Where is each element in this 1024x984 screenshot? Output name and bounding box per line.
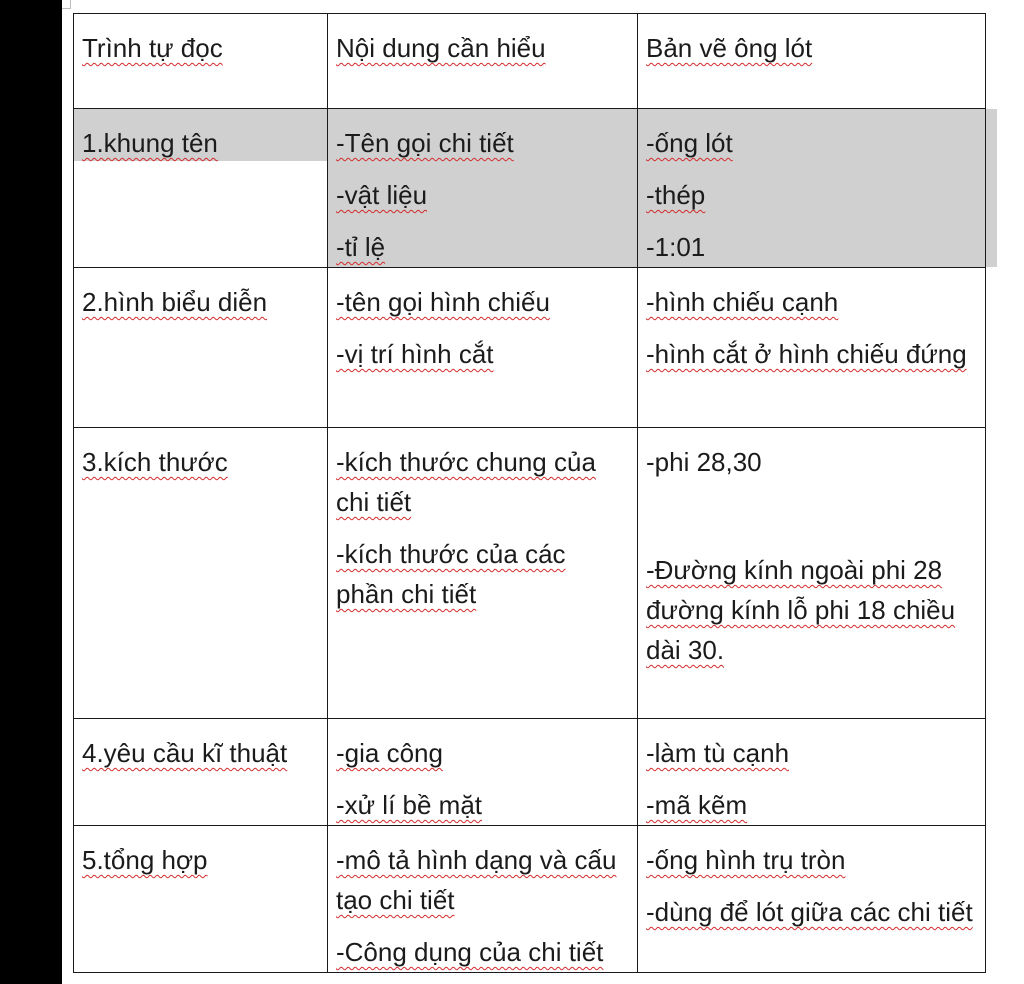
table-row (74, 719, 986, 826)
content-cell[interactable] (328, 109, 638, 268)
content-cell[interactable] (328, 826, 638, 973)
drawing-cell[interactable] (638, 428, 986, 719)
content-item: -vật liệu (336, 180, 428, 210)
step-label: 5.tổng hợp (82, 845, 208, 875)
step-label: 3.kích thước (82, 447, 228, 477)
drawing-cell[interactable] (638, 268, 986, 428)
drawing-cell[interactable] (638, 719, 986, 826)
step-label: 2.hình biểu diễn (82, 287, 268, 317)
header-drawing: Bản vẽ ông lót (646, 33, 813, 63)
header-content: Nội dung cần hiểu (336, 33, 546, 63)
drawing-item: -1:01 (646, 232, 706, 262)
content-cell[interactable] (328, 428, 638, 719)
header-cell[interactable] (328, 14, 638, 109)
content-item: -kích thước chung của chi tiết (336, 447, 596, 517)
drawing-item: -Đường kính ngoài phi 28 đường kính lỗ phi 18 chiều dài 30. (646, 555, 956, 665)
step-label: 4.yêu cầu kĩ thuật (82, 738, 288, 768)
content-item: -tên gọi hình chiếu (336, 287, 550, 317)
table-row (74, 109, 986, 268)
content-item: -gia công (336, 738, 443, 768)
content-item: -vị trí hình cắt (336, 339, 494, 369)
drawing-item: -dùng để lót giữa các chi tiết (646, 897, 973, 927)
page-corner-marker (62, 0, 71, 9)
drawing-item: -phi 28,30 (646, 447, 762, 477)
step-cell[interactable] (74, 826, 328, 973)
drawing-item: -hình chiếu cạnh (646, 287, 839, 317)
drawing-item: -hình cắt ở hình chiếu đứng (646, 339, 967, 369)
drawing-item: -mã kẽm (646, 790, 748, 820)
step-label: 1.khung tên (82, 128, 218, 158)
drawing-item: -ống lót (646, 128, 733, 158)
content-item: -Tên gọi chi tiết (336, 128, 514, 158)
table-row (74, 428, 986, 719)
content-cell[interactable] (328, 268, 638, 428)
header-cell[interactable] (74, 14, 328, 109)
drawing-item: -ống hình trụ tròn (646, 845, 846, 875)
content-item: -xử lí bề mặt (336, 790, 482, 820)
content-item: -mô tả hình dạng và cấu tạo chi tiết (336, 845, 617, 915)
drawing-cell[interactable] (638, 826, 986, 973)
step-cell[interactable] (74, 719, 328, 826)
table-row (74, 826, 986, 973)
content-item: -tỉ lệ (336, 232, 386, 262)
step-cell[interactable] (74, 109, 328, 268)
content-item: -Công dụng của chi tiết (336, 937, 604, 967)
drawing-cell[interactable] (638, 109, 986, 268)
drawing-item: -làm tù cạnh (646, 738, 790, 768)
drawing-item: -thép (646, 180, 706, 210)
step-cell[interactable] (74, 268, 328, 428)
header-step: Trình tự đọc (82, 33, 223, 63)
header-cell[interactable] (638, 14, 986, 109)
table-header-row (74, 14, 986, 109)
step-cell[interactable] (74, 428, 328, 719)
content-cell[interactable] (328, 719, 638, 826)
reading-procedure-table (73, 13, 986, 973)
content-item: -kích thước của các phần chi tiết (336, 539, 566, 609)
table-row (74, 268, 986, 428)
